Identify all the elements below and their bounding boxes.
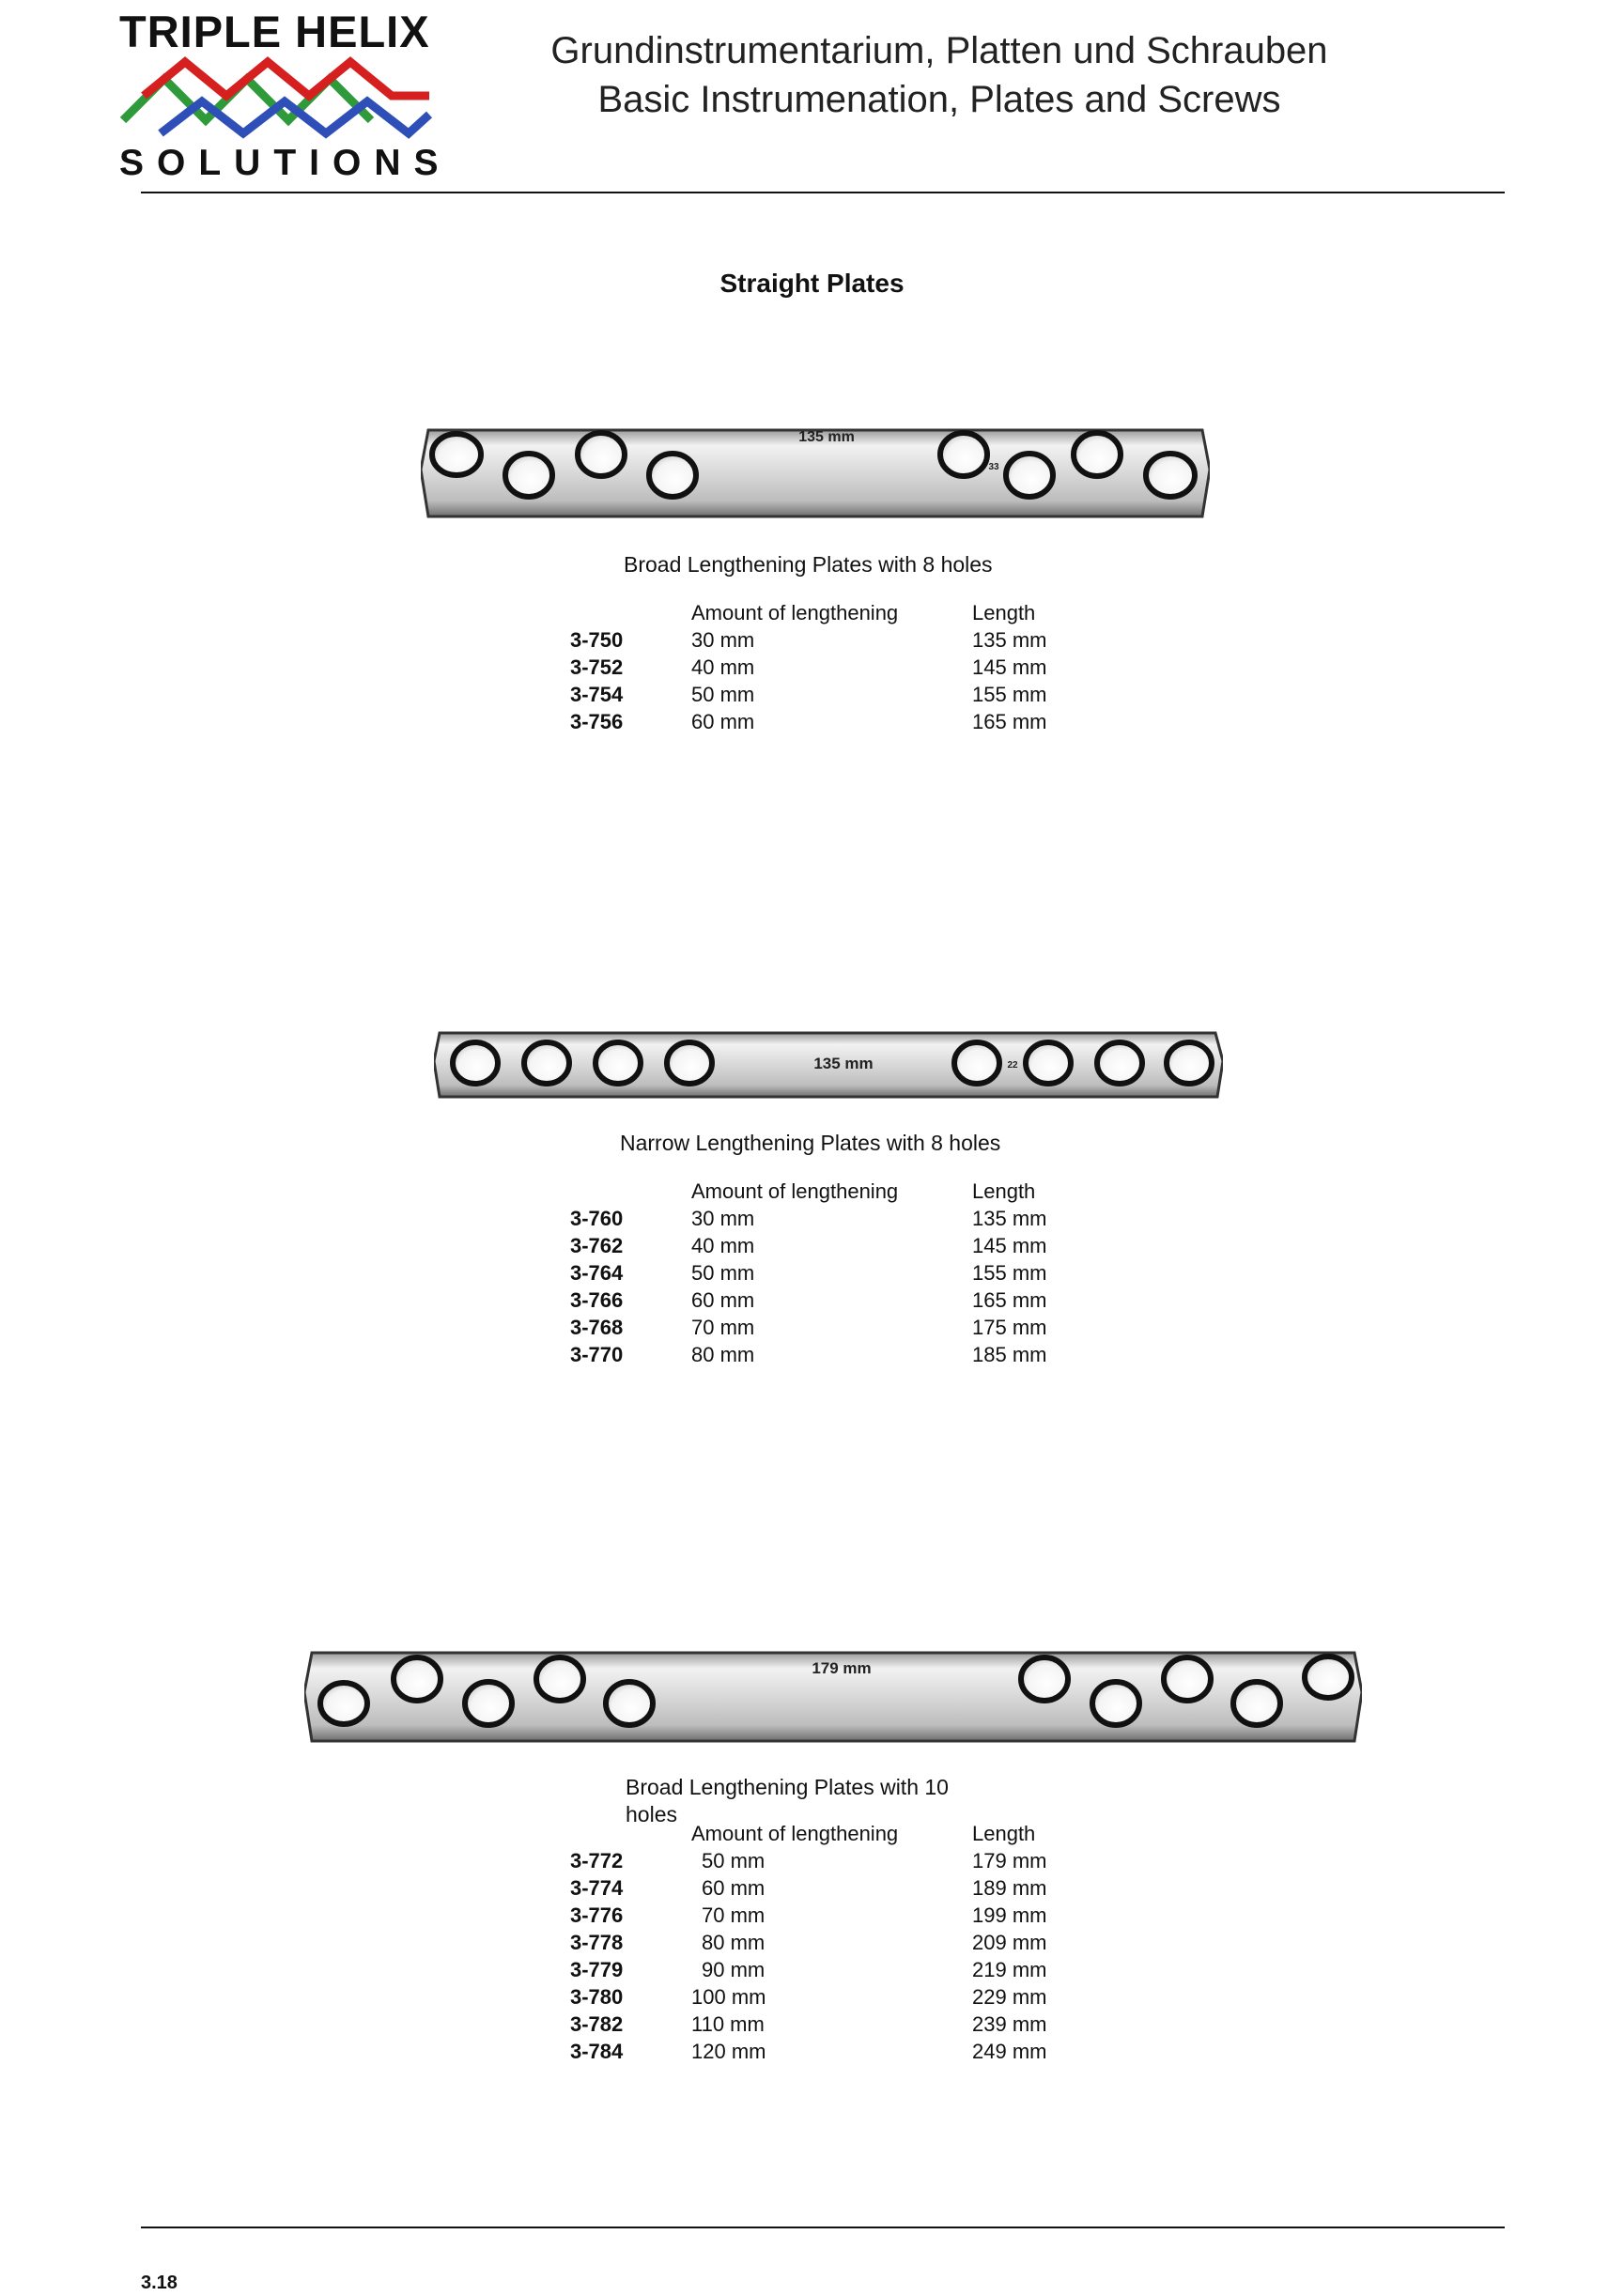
table-row [570, 1341, 1096, 1368]
plate-length-label: 179 mm [812, 1659, 872, 1677]
header-title-de: Grundinstrumentarium, Platten und Schrauben [550, 30, 1328, 71]
item-length: 135 mm [972, 1207, 1047, 1230]
footer-divider [141, 2227, 1505, 2228]
header-divider [141, 192, 1505, 193]
item-code: 3-772 [570, 1849, 624, 1872]
col-amount-header: Amount of lengthening [691, 1822, 899, 1845]
section-3-caption-line1: Broad Lengthening Plates with 10 [626, 1775, 949, 1799]
col-amount-header: Amount of lengthening [691, 1179, 899, 1203]
item-code: 3-770 [570, 1343, 624, 1366]
item-amount: 90 mm [702, 1958, 766, 1981]
section-3-caption-line2: holes [626, 1802, 677, 1826]
item-amount: 60 mm [702, 1876, 766, 1900]
item-code: 3-764 [570, 1261, 624, 1285]
item-amount: 30 mm [691, 628, 755, 652]
item-code: 3-780 [570, 1985, 624, 2009]
broad-plate-8-holes-image [421, 421, 1210, 526]
page-number: 3.18 [141, 2273, 178, 2293]
item-length: 249 mm [972, 2040, 1047, 2063]
table-row [570, 1232, 1096, 1259]
item-code: 3-766 [570, 1288, 624, 1312]
item-amount: 80 mm [702, 1931, 766, 1954]
item-code: 3-776 [570, 1903, 624, 1927]
table-row [570, 1902, 1096, 1929]
section-2-caption: Narrow Lengthening Plates with 8 holes [620, 1131, 1001, 1155]
table-row [570, 626, 1096, 654]
item-amount: 120 mm [691, 2040, 766, 2063]
col-length-header: Length [972, 1822, 1036, 1845]
section-title: Straight Plates [719, 269, 905, 298]
section-1-caption: Broad Lengthening Plates with 8 holes [624, 552, 993, 577]
item-length: 189 mm [972, 1876, 1047, 1900]
section-3-table [570, 1820, 1096, 2065]
item-length: 145 mm [972, 1234, 1047, 1257]
item-length: 145 mm [972, 655, 1047, 679]
broad-plate-10-holes-image [304, 1643, 1362, 1749]
item-length: 209 mm [972, 1931, 1047, 1954]
item-amount: 60 mm [691, 1288, 755, 1312]
col-length-header: Length [972, 1179, 1036, 1203]
item-length: 229 mm [972, 1985, 1047, 2009]
table-row [570, 1956, 1096, 1983]
item-code: 3-760 [570, 1207, 624, 1230]
table-row [570, 654, 1096, 681]
item-amount: 110 mm [691, 2012, 765, 2036]
item-code: 3-779 [570, 1958, 624, 1981]
table-row [570, 708, 1096, 735]
item-length: 155 mm [972, 1261, 1047, 1285]
plate-length-label: 135 mm [813, 1055, 874, 1072]
col-length-header: Length [972, 601, 1036, 624]
col-amount-header: Amount of lengthening [691, 601, 899, 624]
item-length: 239 mm [972, 2012, 1047, 2036]
table-row [570, 1259, 1096, 1287]
plate-length-label: 135 mm [798, 429, 855, 445]
item-length: 175 mm [972, 1316, 1047, 1339]
table-header-row [570, 1178, 1096, 1205]
item-amount: 70 mm [691, 1316, 755, 1339]
item-length: 179 mm [972, 1849, 1047, 1872]
item-length: 185 mm [972, 1343, 1047, 1366]
narrow-plate-8-holes-image [434, 1027, 1223, 1102]
item-amount: 40 mm [691, 1234, 755, 1257]
table-row [570, 1205, 1096, 1232]
item-code: 3-750 [570, 628, 624, 652]
item-code: 3-784 [570, 2040, 624, 2063]
item-amount: 50 mm [702, 1849, 766, 1872]
item-code: 3-752 [570, 655, 624, 679]
plate-mark-label: 33 [988, 462, 999, 472]
item-amount: 80 mm [691, 1343, 755, 1366]
logo-bottom-text: SOLUTIONS [119, 143, 452, 183]
item-amount: 100 mm [691, 1985, 766, 2009]
item-amount: 60 mm [691, 710, 755, 733]
item-code: 3-774 [570, 1876, 624, 1900]
table-header-row [570, 599, 1096, 626]
item-code: 3-754 [570, 683, 624, 706]
table-row [570, 1929, 1096, 1956]
logo-helix-icon [119, 54, 439, 141]
section-2-table [570, 1178, 1096, 1368]
table-row [570, 2038, 1096, 2065]
item-code: 3-756 [570, 710, 624, 733]
table-row [570, 1287, 1096, 1314]
table-row [570, 1874, 1096, 1902]
item-amount: 30 mm [691, 1207, 755, 1230]
section-1-table [570, 599, 1096, 735]
table-row [570, 681, 1096, 708]
header-title-en: Basic Instrumenation, Plates and Screws [597, 79, 1281, 120]
table-row [570, 1847, 1096, 1874]
item-length: 165 mm [972, 1288, 1047, 1312]
item-length: 219 mm [972, 1958, 1047, 1981]
item-length: 135 mm [972, 628, 1047, 652]
table-row [570, 2011, 1096, 2038]
item-length: 155 mm [972, 683, 1047, 706]
item-length: 199 mm [972, 1903, 1047, 1927]
item-amount: 40 mm [691, 655, 755, 679]
item-amount: 50 mm [691, 1261, 755, 1285]
item-code: 3-778 [570, 1931, 624, 1954]
table-row [570, 1314, 1096, 1341]
item-code: 3-768 [570, 1316, 624, 1339]
table-row [570, 1983, 1096, 2011]
table-header-row [570, 1820, 1096, 1847]
item-length: 165 mm [972, 710, 1047, 733]
item-code: 3-762 [570, 1234, 624, 1257]
item-amount: 50 mm [691, 683, 755, 706]
item-amount: 70 mm [702, 1903, 766, 1927]
item-code: 3-782 [570, 2012, 624, 2036]
plate-mark-label: 22 [1007, 1060, 1018, 1071]
logo-top-text: TRIPLE HELIX [119, 7, 430, 56]
